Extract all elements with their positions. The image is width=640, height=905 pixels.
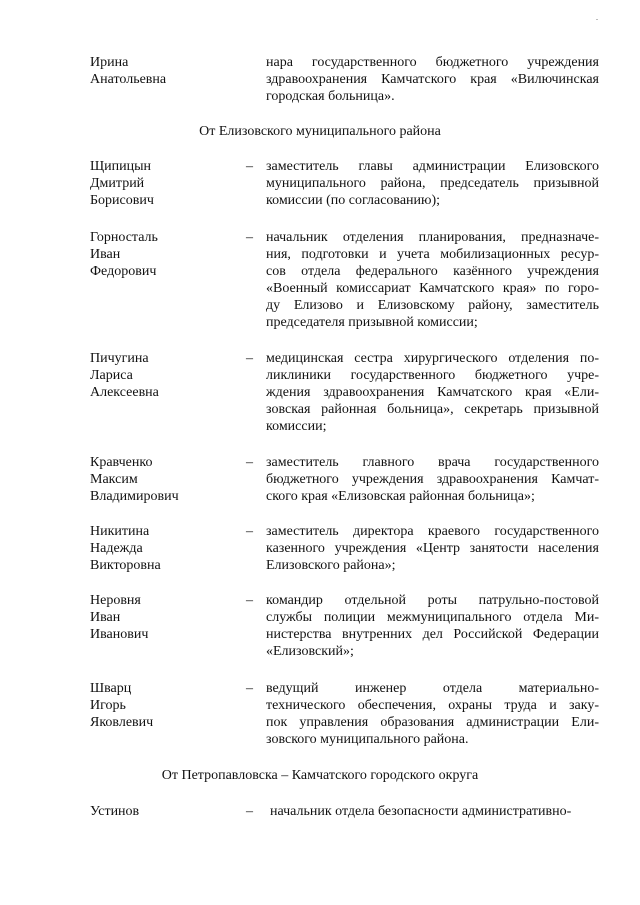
dash-separator: – — [246, 159, 253, 174]
member-name: Ирина Анатольевна — [90, 55, 167, 87]
member-name: Шварц Игорь Яковлевич — [90, 681, 154, 730]
dash-separator: – — [246, 455, 253, 470]
member-name: Пичугина Лариса Алексеевна — [90, 351, 159, 400]
member-name: Кравченко Максим Владимирович — [90, 455, 179, 504]
dash-separator: – — [246, 230, 253, 245]
dash-separator: – — [246, 804, 253, 819]
member-position: командир отдельной роты патрульно-постовой службы полиции межмуниципального отдела Ми- нистерства внутренних дел Российской Федерации «Елизовский»; — [266, 593, 599, 659]
member-name: Неровня Иван Иванович — [90, 593, 149, 642]
dash-separator: – — [246, 681, 253, 696]
dash-separator: – — [246, 351, 253, 366]
member-position: медицинская сестра хирургического отделения по- ликлиники государственного бюджетного учре- ждения здравоохранения Камчатского края «Ели- зовская районная больница», секретарь призывной комиссии; — [266, 351, 599, 434]
dash-separator: – — [246, 524, 253, 539]
section-heading-elizovo: От Елизовского муниципального района — [199, 124, 441, 139]
section-heading-petropavlovsk: От Петропавловска – Камчатского городского округа — [161, 768, 479, 783]
member-name: Устинов — [90, 804, 140, 819]
member-position: начальник отдела безопасности административно- — [270, 804, 572, 819]
member-name: Горносталь Иван Федорович — [90, 230, 158, 279]
member-position: заместитель главы администрации Елизовского муниципального района, председатель призывной комиссии (по согласованию); — [266, 159, 599, 208]
member-name: Никитина Надежда Викторовна — [90, 524, 161, 573]
member-position: заместитель главного врача государственного бюджетного учреждения здравоохранения Камчат- ского края «Елизовская районная больница»; — [266, 455, 599, 504]
member-position: нара государственного бюджетного учреждения здравоохранения Камчатского края «Вилючинская городская больница». — [266, 55, 599, 104]
member-position: ведущий инженер отдела материально- технического обеспечения, охраны труда и заку- пок управления образования администрации Ели- зовского муниципального района. — [266, 681, 599, 747]
dash-separator: – — [246, 593, 253, 608]
scan-speck — [596, 19, 598, 20]
member-position: заместитель директора краевого государственного казенного учреждения «Центр занятости населения Елизовского района»; — [266, 524, 599, 573]
member-name: Щипицын Дмитрий Борисович — [90, 159, 154, 208]
member-position: начальник отделения планирования, предназначе- ния, подготовки и учета мобилизационных ресур- сов отдела федерального казённого учреждения «Военный комиссариат Камчатского края» по горо- ду Елизово и Елизовскому району, заместитель председателя призывной комиссии; — [266, 230, 599, 330]
